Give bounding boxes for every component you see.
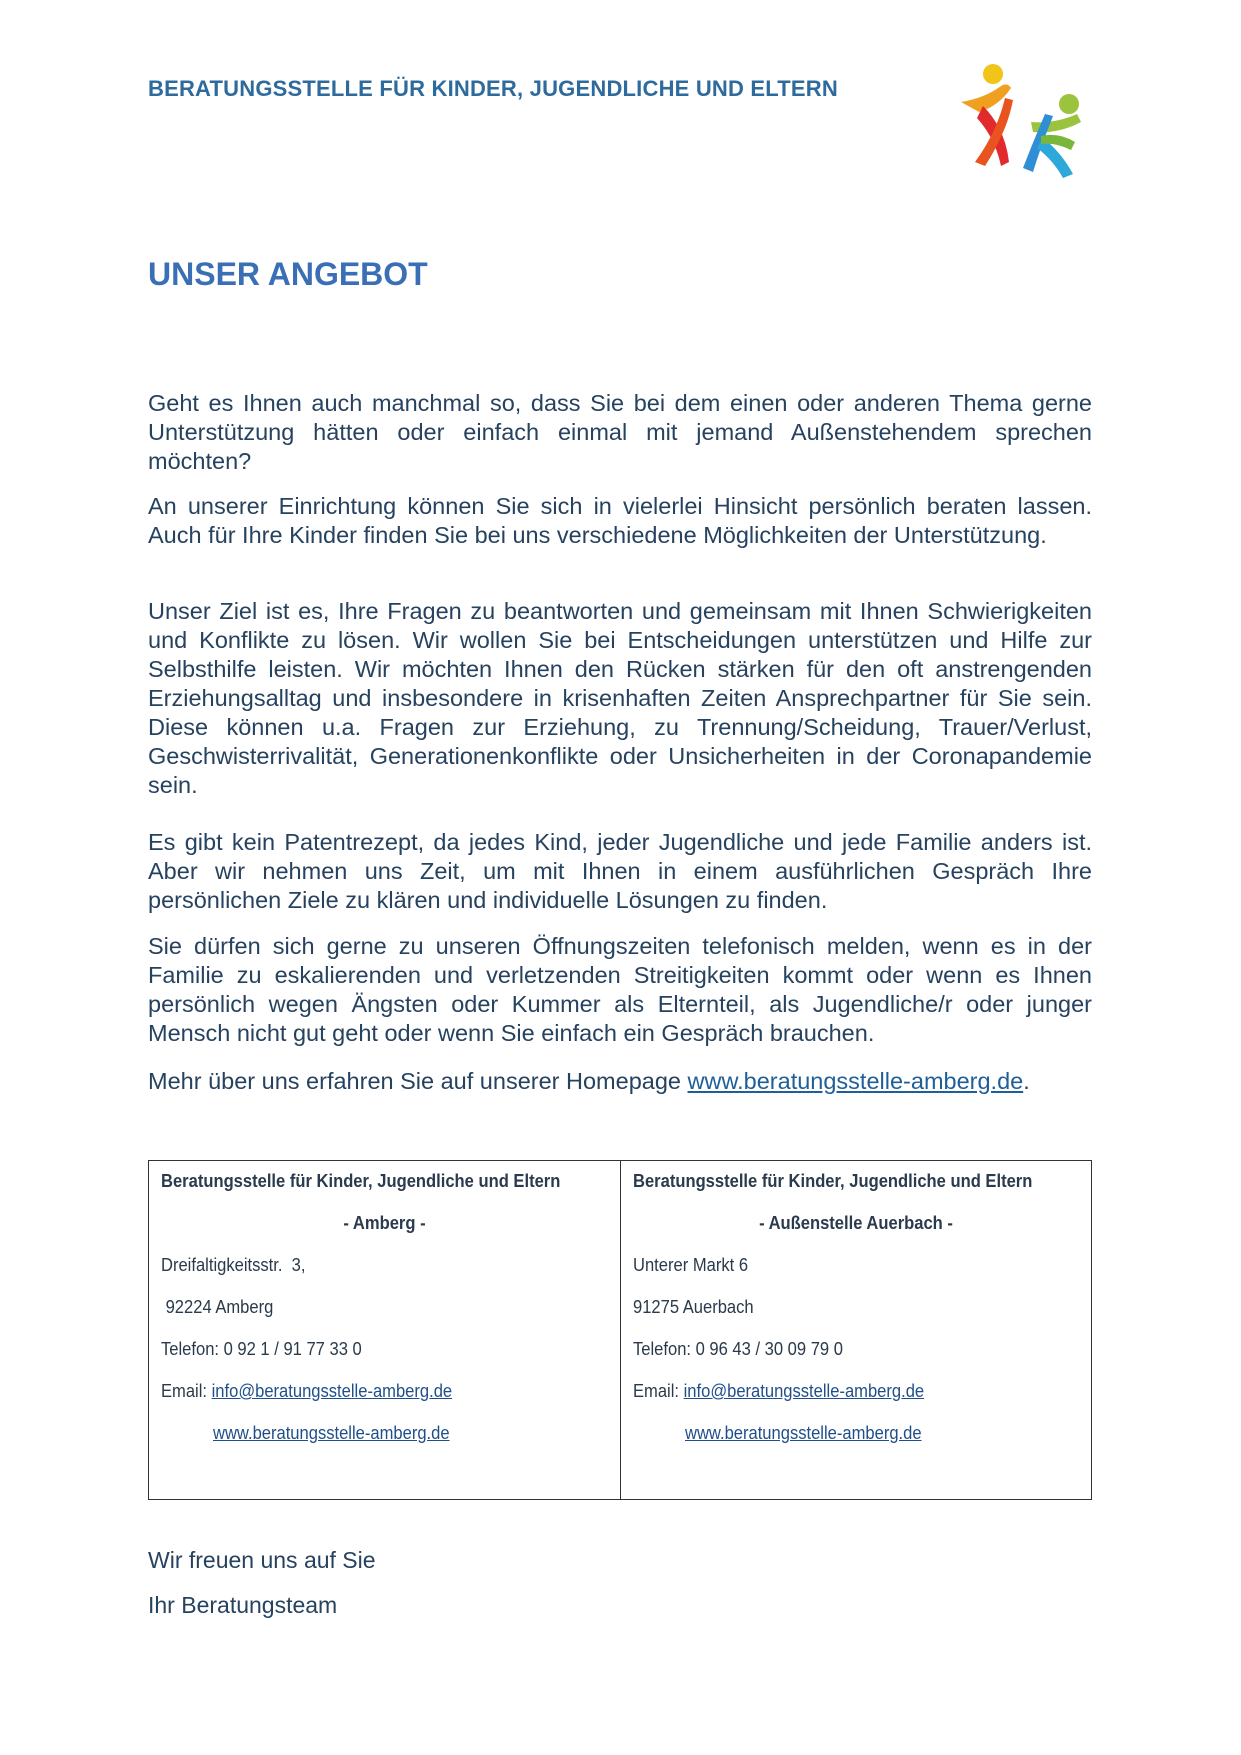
closing-signature: Ihr Beratungsteam xyxy=(148,1592,338,1618)
web-link[interactable]: www.beratungsstelle-amberg.de xyxy=(685,1423,922,1443)
contact-table xyxy=(148,1160,1092,1500)
paragraph-intro: Geht es Ihnen auch manchmal so, dass Sie bei dem einen oder anderen Thema gerne Unterstützung hätten oder einfach einmal mit jemand Außenstehendem sprechen möchten? xyxy=(148,390,1092,474)
contact-city: 91275 Auerbach xyxy=(633,1297,754,1317)
contact-web-row xyxy=(213,1423,450,1444)
email-link[interactable]: info@beratungsstelle-amberg.de xyxy=(211,1381,453,1401)
paragraph-approach: Es gibt kein Patentrezept, da jedes Kind, jeder Jugendliche und jede Familie anders ist. Aber wir nehmen uns Zeit, um mit Ihnen in einem ausführlichen Gespräch Ihre persönlichen Ziele zu klären und individuelle Lösungen zu finden. xyxy=(148,829,1092,913)
email-link[interactable]: info@beratungsstelle-amberg.de xyxy=(683,1381,925,1401)
contact-phone: Telefon: 0 92 1 / 91 77 33 0 xyxy=(161,1339,362,1359)
contact-amberg xyxy=(149,1161,620,1499)
family-figures-logo-icon xyxy=(955,62,1095,182)
logo-head-green xyxy=(1059,94,1079,114)
contact-city: 92224 Amberg xyxy=(161,1297,274,1317)
contact-branch: - Amberg - xyxy=(343,1213,426,1233)
logo-head-yellow xyxy=(983,64,1003,84)
email-label: Email: xyxy=(633,1381,684,1401)
email-label: Email: xyxy=(161,1381,212,1401)
homepage-suffix: . xyxy=(1023,1068,1030,1094)
homepage-prefix: Mehr über uns erfahren Sie auf unserer Homepage xyxy=(148,1068,688,1094)
contact-branch: - Außenstelle Auerbach - xyxy=(759,1213,953,1233)
contact-phone: Telefon: 0 96 43 / 30 09 79 0 xyxy=(633,1339,843,1359)
contact-name: Beratungsstelle für Kinder, Jugendliche und Eltern xyxy=(161,1171,561,1191)
contact-street: Dreifaltigkeitsstr. 3, xyxy=(161,1255,306,1275)
contact-web-row xyxy=(685,1423,922,1444)
contact-email-row xyxy=(161,1381,452,1402)
paragraph-goal: Unser Ziel ist es, Ihre Fragen zu beantworten und gemeinsam mit Ihnen Schwierigkeiten und Konflikte zu lösen. Wir wollen Sie bei Entscheidungen unterstützen und Hilfe zur Selbsthilfe leisten. Wir möchten Ihnen den Rücken stärken für den oft anstrengenden Erziehungsalltag und insbesondere in krisenhaften Zeiten Ansprechpartner für Sie sein. Diese können u.a. Fragen zur Erziehung, zu Trennung/Scheidung, Trauer/Verlust, Geschwisterrivalität, Generationenkonflikte oder Unsicherheiten in der Coronapandemie sein. xyxy=(148,598,1092,798)
paragraph-homepage xyxy=(148,1067,1092,1096)
paragraph-offer: An unserer Einrichtung können Sie sich in vielerlei Hinsicht persönlich beraten lassen. Auch für Ihre Kinder finden Sie bei uns verschiedene Möglichkeiten der Unterstützung. xyxy=(148,493,1092,548)
page-title: UNSER ANGEBOT xyxy=(148,256,428,292)
contact-auerbach xyxy=(620,1161,1091,1499)
contact-name: Beratungsstelle für Kinder, Jugendliche und Eltern xyxy=(633,1171,1033,1191)
web-link[interactable]: www.beratungsstelle-amberg.de xyxy=(213,1423,450,1443)
paragraph-contact-hours: Sie dürfen sich gerne zu unseren Öffnungszeiten telefonisch melden, wenn es in der Familie zu eskalierenden und verletzenden Streitigkeiten kommt oder wenn es Ihnen persönlich wegen Ängsten oder Kummer als Elternteil, als Jugendliche/r oder junger Mensch nicht gut geht oder wenn Sie einfach ein Gespräch brauchen. xyxy=(148,933,1092,1046)
contact-street: Unterer Markt 6 xyxy=(633,1255,749,1275)
homepage-link[interactable]: www.beratungsstelle-amberg.de xyxy=(687,1068,1024,1094)
closing-greeting: Wir freuen uns auf Sie xyxy=(148,1547,376,1573)
contact-email-row xyxy=(633,1381,924,1402)
organization-header: BERATUNGSSTELLE FÜR KINDER, JUGENDLICHE UND ELTERN xyxy=(148,76,838,101)
